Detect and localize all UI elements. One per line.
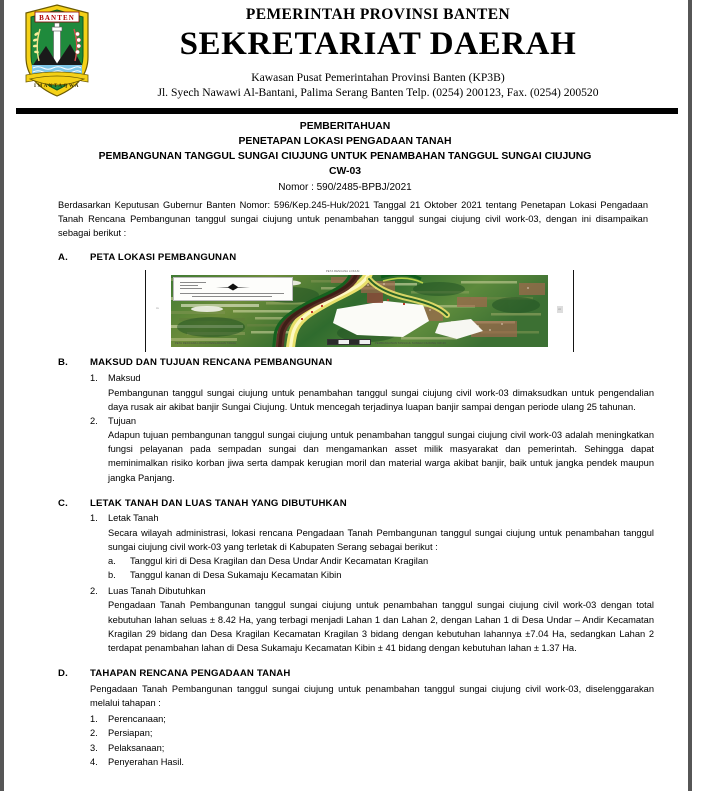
document-body — [4, 114, 688, 770]
section-b-heading — [58, 356, 670, 370]
document-page — [4, 0, 688, 791]
title-line-1: PEMBERITAHUAN — [299, 120, 391, 132]
step-marker: 4. — [90, 757, 98, 768]
svg-text:IMANTAQWA: IMANTAQWA — [34, 84, 80, 89]
section-d-heading — [58, 667, 670, 681]
item-body: Pembangunan tanggul sungai ciujung untuk penambahan tanggul sungai ciujung civil work-03 dimaksudkan untuk pengendalian daya rusak air akibat banjir Sungai Ciujung. Untuk mencegah terjadinya luapan banjir sampai dengan periode ulang 25 tahunan. — [108, 387, 654, 412]
title-line-3: PEMBANGUNAN TANGGUL SUNGAI CIUJUNG UNTUK PENAMBAHAN TANGGUL SUNGAI CIUJUNG — [98, 150, 592, 162]
list-item — [108, 569, 670, 583]
item-marker: 2. — [90, 585, 98, 596]
section-c-heading — [58, 497, 670, 511]
item-title: Luas Tanah Dibutuhkan — [108, 585, 206, 596]
section-b-list — [58, 372, 670, 485]
section-b-title: MAKSUD DAN TUJUAN RENCANA PEMBANGUNAN — [90, 357, 333, 369]
letterhead-text — [4, 6, 688, 101]
section-b-letter: B. — [58, 357, 68, 369]
item-marker: 1. — [90, 373, 98, 384]
satellite-map-image — [171, 275, 548, 347]
office-name: SEKRETARIAT DAERAH — [179, 25, 577, 62]
step-text: Penyerahan Hasil. — [108, 757, 184, 768]
north-arrow-icon — [216, 283, 250, 291]
government-name: PEMERINTAH PROVINSI BANTEN — [245, 6, 511, 23]
section-a — [20, 251, 670, 353]
sub-marker: a. — [108, 556, 116, 567]
item-title: Tujuan — [108, 415, 137, 426]
map-bottom-caption — [175, 340, 544, 346]
item-body: Secara wilayah administrasi, lokasi rencana Pengadaan Tanah Pembangunan tanggul sungai ciujung untuk penambahan tanggul sungai ciujung civil work-03 yang terletak di Kabupaten Serang sebagai berikut : — [108, 527, 654, 552]
map-scale-bar — [327, 339, 371, 345]
section-c — [20, 497, 670, 655]
section-d — [20, 667, 670, 770]
title-line-4: CW-03 — [328, 165, 362, 177]
item-marker: 2. — [90, 415, 98, 426]
step-text: Perencanaan; — [108, 713, 166, 724]
intro-paragraph: Berdasarkan Keputusan Gubernur Banten Nomor: 596/Kep.245-Huk/2021 Tanggal 21 Oktober 2021 tentang Penetapan Lokasi Pengadaan Tanah Rencana Pembangunan tanggul sungai ciujung untuk penambahan tanggul sungai ciujung civil work-03, dengan ini disampaikan sebagai berikut : — [58, 200, 648, 238]
map-caption-right: PEMBANGUNAN TANGGUL SUNGAI CIUJUNG CW-03 — [375, 342, 446, 346]
list-item — [108, 555, 670, 569]
section-b — [20, 356, 670, 484]
section-c-title: LETAK TANAH DAN LUAS TANAH YANG DIBUTUHKAN — [90, 497, 347, 509]
section-d-letter: D. — [58, 667, 68, 679]
sub-text: Tanggul kanan di Desa Sukamaju Kecamatan Kibin — [130, 569, 342, 580]
list-item — [58, 372, 670, 414]
list-item — [58, 512, 670, 583]
letterhead — [4, 0, 688, 105]
section-c-letter: C. — [58, 497, 68, 509]
page-edge-right — [688, 0, 692, 791]
map-top-caption: PETA RENCANA LOKASI — [326, 270, 360, 274]
section-a-letter: A. — [58, 251, 68, 263]
section-d-title: TAHAPAN RENCANA PENGADAAN TANAH — [90, 667, 291, 679]
list-item — [58, 585, 670, 655]
map-tick-right: m — [558, 307, 561, 312]
item-title: Letak Tanah — [108, 513, 159, 524]
item-body: Adapun tujuan pembangunan tanggul sungai ciujung untuk penambahan tanggul sungai ciujung civil work-03 adalah meningkatkan fungsi pelayanan pada sempadan sungai dan mengamankan asset milik masyarakat dan pemerintah. Sehingga dapat meminimalkan risiko korban jiwa serta dampak kerugian moril dan material warga akibat banjir, baik untuk jangka pendek maupun jangka Panjang. — [108, 430, 654, 483]
list-item — [58, 741, 670, 756]
map-legend-box — [173, 277, 293, 301]
section-d-body: Pengadaan Tanah Pembangunan tanggul sungai ciujung untuk penambahan tanggul sungai ciujung civil work-03, diselenggarakan melalui tahapan : — [90, 683, 654, 708]
page-edge-left — [0, 0, 4, 791]
step-marker: 1. — [90, 713, 98, 724]
item-title: Maksud — [108, 373, 141, 384]
letak-tanah-sublist — [108, 555, 670, 583]
step-marker: 3. — [90, 742, 98, 753]
section-a-heading — [58, 251, 670, 265]
tahapan-list — [58, 712, 670, 770]
svg-text:BANTEN: BANTEN — [39, 14, 75, 22]
section-a-title: PETA LOKASI PEMBANGUNAN — [90, 251, 237, 263]
map-caption-left: PETA RENCANA LOKASI PENGADAAN TANAH — [175, 342, 237, 346]
banten-emblem-icon — [20, 3, 94, 99]
list-item — [58, 755, 670, 770]
announcement-title — [20, 120, 670, 195]
map-frame — [145, 270, 574, 352]
location-map-area — [58, 270, 670, 352]
address-line-1: Kawasan Pusat Pemerintahan Provinsi Banten (KP3B) — [251, 71, 505, 85]
list-item — [58, 415, 670, 485]
address-line-2: Jl. Syech Nawawi Al-Bantani, Palima Serang Banten Telp. (0254) 200123, Fax. (0254) 200520 — [157, 86, 599, 100]
sub-text: Tanggul kiri di Desa Kragilan dan Desa Undar Andir Kecamatan Kragilan — [130, 556, 429, 567]
list-item — [58, 726, 670, 741]
item-marker: 1. — [90, 513, 98, 524]
list-item — [58, 712, 670, 727]
step-text: Pelaksanaan; — [108, 742, 165, 753]
item-body: Pengadaan Tanah Pembangunan tanggul sungai ciujung untuk penambahan tanggul sungai ciujung civil work-03 dengan total kebutuhan lahan seluas ± 8.42 Ha, yang terbagi menjadi Lahan 1 dan Lahan 2, dengan Lahan 1 di Desa Undar – Andir Kecamatan Kragilan 29 bidang dan Desa Kragilan Kecamatan Kragilan 3 bidang dengan kebutuhan lahannya ±7.04 Ha, sedangkan Lahan 2 terdapat penambahan lahan di Desa Sukamaju Kecamatan Kibin ± 41 bidang dengan kebutuhan lahan ± 1.37 Ha. — [108, 600, 654, 653]
section-c-list — [58, 512, 670, 655]
title-line-2: PENETAPAN LOKASI PENGADAAN TANAH — [238, 135, 452, 147]
sub-marker: b. — [108, 569, 116, 580]
step-text: Persiapan; — [108, 728, 153, 739]
map-tick-left: m — [156, 306, 159, 311]
document-number: Nomor : 590/2485-BPBJ/2021 — [278, 181, 412, 193]
step-marker: 2. — [90, 728, 98, 739]
